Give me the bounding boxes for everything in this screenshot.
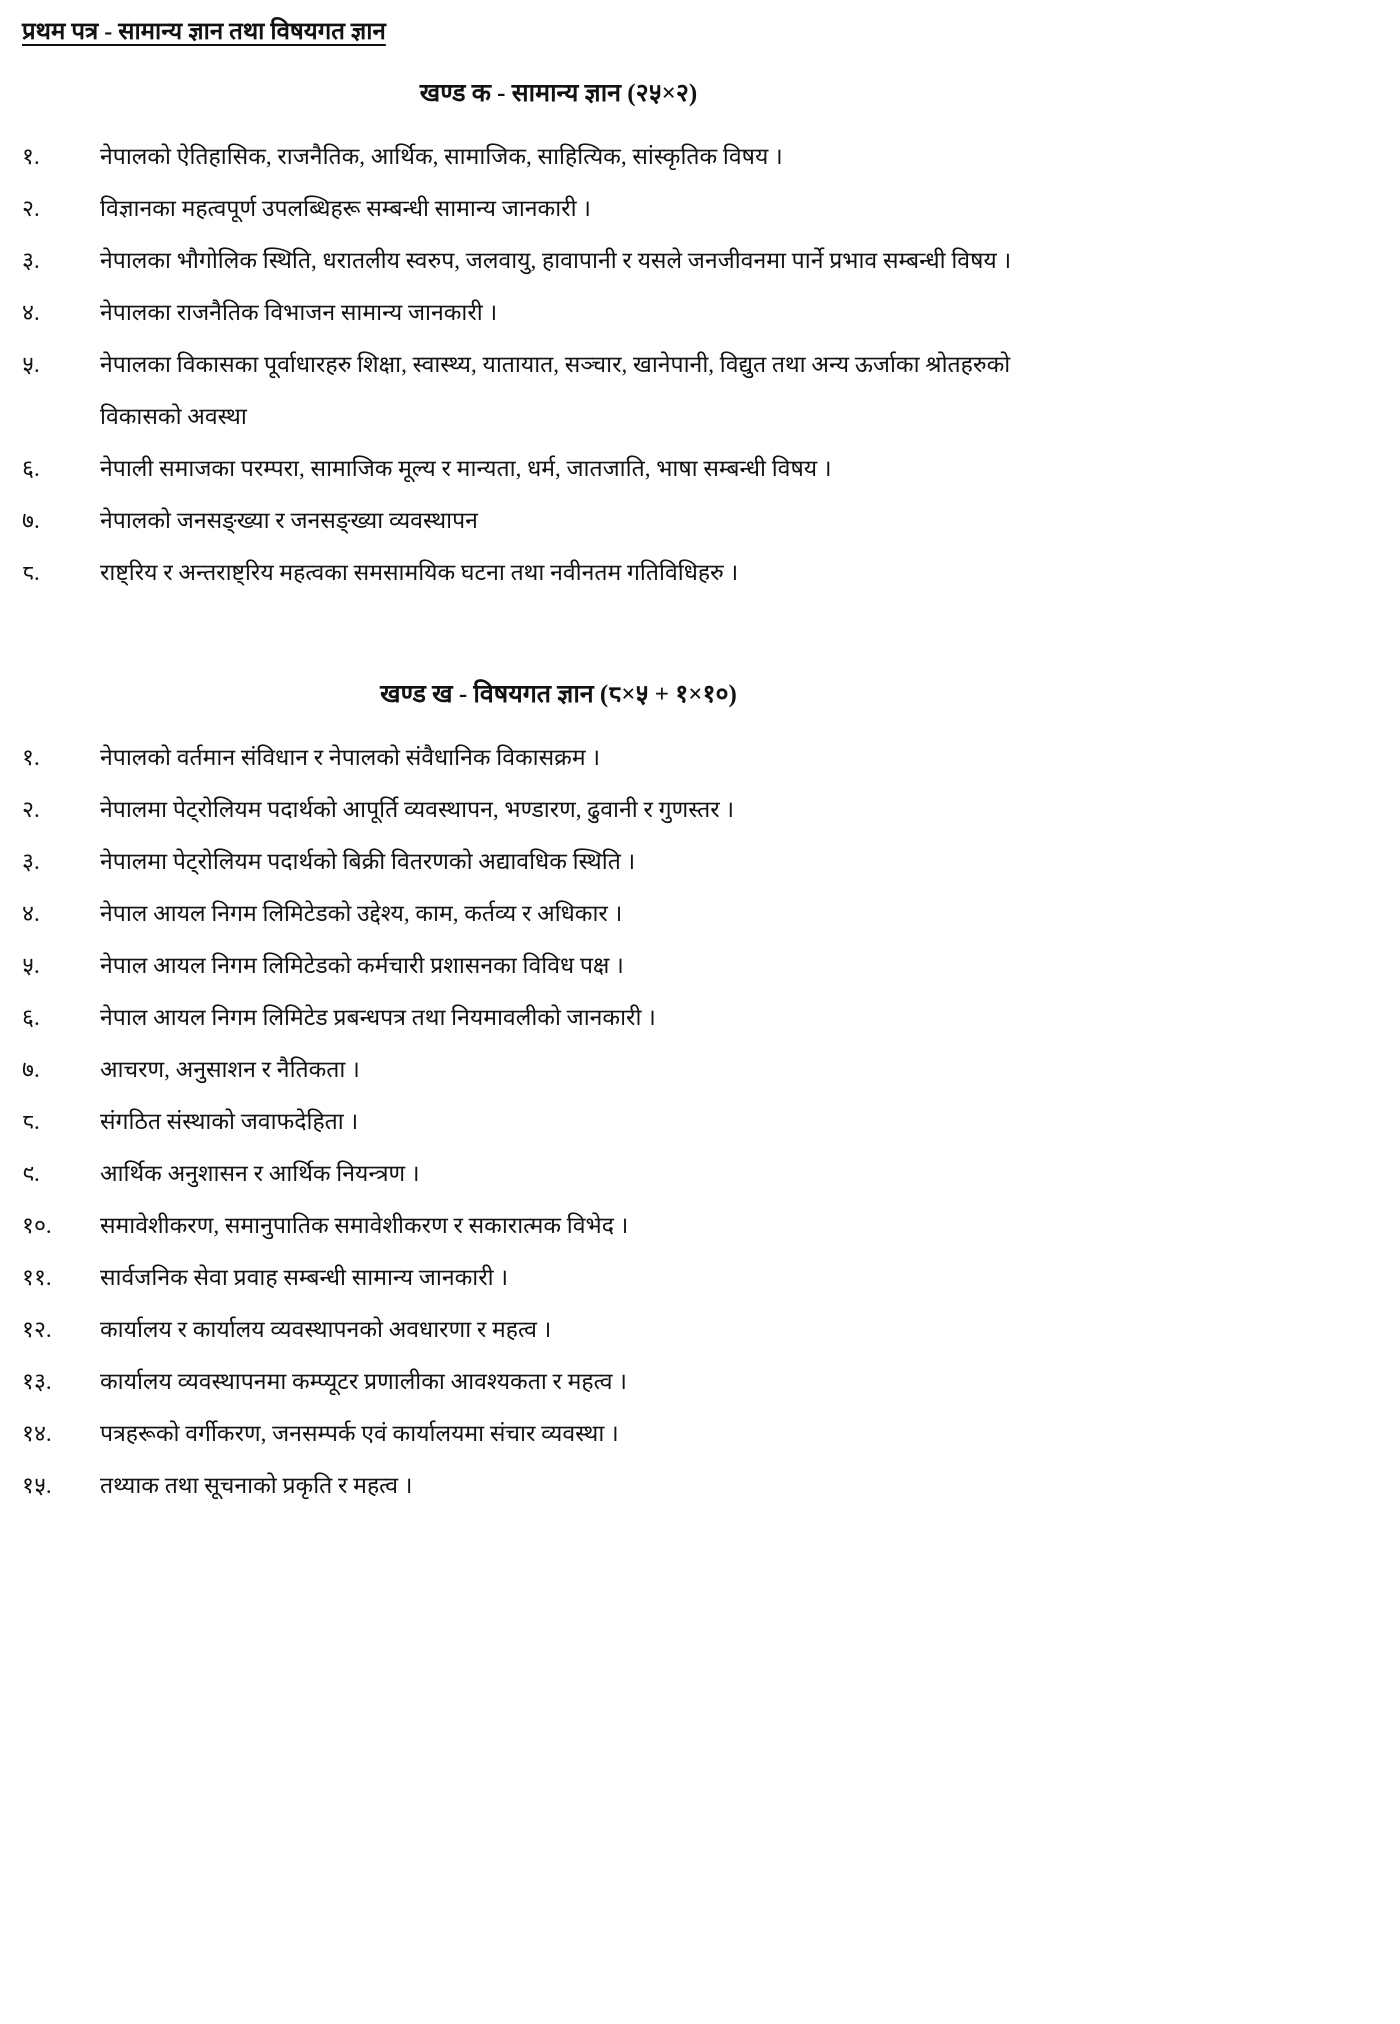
- list-item: [22, 547, 1095, 599]
- list-item: [22, 495, 1095, 547]
- item-text: विज्ञानका महत्वपूर्ण उपलब्धिहरू सम्बन्धी सामान्य जानकारी ।: [100, 195, 592, 221]
- item-number: १४.: [22, 1420, 52, 1446]
- section-heading: खण्ड ख - विषयगत ज्ञान (८×५ + १×१०): [380, 680, 737, 708]
- item-text: समावेशीकरण, समानुपातिक समावेशीकरण र सकारात्मक विभेद ।: [100, 1212, 629, 1238]
- item-number: ४.: [22, 900, 40, 926]
- item-number: ३.: [22, 247, 40, 273]
- list-item: [22, 1148, 1095, 1200]
- item-text: नेपाल आयल निगम लिमिटेडको उद्देश्य, काम, कर्तव्य र अधिकार ।: [100, 900, 623, 926]
- section-heading: खण्ड क - सामान्य ज्ञान (२५×२): [419, 79, 698, 107]
- item-number: ७.: [22, 1056, 40, 1082]
- item-text: पत्रहरूको वर्गीकरण, जनसम्पर्क एवं कार्यालयमा संचार व्यवस्था ।: [100, 1420, 619, 1446]
- item-number: १५.: [22, 1472, 52, 1498]
- item-number: ७.: [22, 507, 40, 533]
- list-item: [22, 1408, 1095, 1460]
- item-number: १.: [22, 744, 40, 770]
- list-item: [22, 732, 1095, 784]
- list-item: [22, 1460, 1095, 1512]
- item-number: २.: [22, 796, 40, 822]
- item-number: ९.: [22, 1160, 40, 1186]
- item-text: संगठित संस्थाको जवाफदेहिता ।: [100, 1108, 359, 1134]
- list-item: [22, 339, 1095, 443]
- section: [22, 76, 1095, 599]
- item-text: आचरण, अनुसाशन र नैतिकता ।: [100, 1056, 360, 1082]
- list-item: [22, 235, 1095, 287]
- list-item: [22, 1356, 1095, 1408]
- item-number: ८.: [22, 1108, 40, 1134]
- list-item: [22, 940, 1095, 992]
- item-text: नेपालको वर्तमान संविधान र नेपालको संवैधानिक विकासक्रम ।: [100, 744, 601, 770]
- item-text: नेपाल आयल निगम लिमिटेडको कर्मचारी प्रशासनका विविध पक्ष ।: [100, 952, 624, 978]
- item-text: नेपालमा पेट्रोलियम पदार्थको बिक्री वितरणको अद्यावधिक स्थिति ।: [100, 848, 636, 874]
- item-number: ११.: [22, 1264, 52, 1290]
- item-text: नेपालको जनसङ्ख्या र जनसङ्ख्या व्यवस्थापन: [100, 507, 478, 533]
- item-number: १३.: [22, 1368, 52, 1394]
- item-text: आर्थिक अनुशासन र आर्थिक नियन्त्रण ।: [100, 1160, 420, 1186]
- list-item: [22, 836, 1095, 888]
- list-item: [22, 888, 1095, 940]
- section-list: [22, 732, 1095, 1512]
- item-number: ४.: [22, 299, 40, 325]
- list-item: [22, 443, 1095, 495]
- item-text: सार्वजनिक सेवा प्रवाह सम्बन्धी सामान्य जानकारी ।: [100, 1264, 509, 1290]
- list-item: [22, 1200, 1095, 1252]
- item-number: ६.: [22, 1004, 40, 1030]
- list-item: [22, 183, 1095, 235]
- item-text: नेपालको ऐतिहासिक, राजनैतिक, आर्थिक, सामाजिक, साहित्यिक, सांस्कृतिक विषय ।: [100, 143, 783, 169]
- item-text: नेपाली समाजका परम्परा, सामाजिक मूल्य र मान्यता, धर्म, जातजाति, भाषा सम्बन्धी विषय ।: [100, 455, 832, 481]
- section-list: [22, 131, 1095, 599]
- item-text: नेपालका विकासका पूर्वाधारहरु शिक्षा, स्वास्थ्य, यातायात, सञ्चार, खानेपानी, विद्युत तथा अन्य ऊर्जाका श्रोतहरुको विकासको अवस्था: [100, 351, 1011, 429]
- item-text: नेपालमा पेट्रोलियम पदार्थको आपूर्ति व्यवस्थापन, भण्डारण, ढुवानी र गुणस्तर ।: [100, 796, 735, 822]
- list-item: [22, 784, 1095, 836]
- item-number: ६.: [22, 455, 40, 481]
- list-item: [22, 1252, 1095, 1304]
- item-number: १.: [22, 143, 40, 169]
- sections-container: [22, 76, 1095, 1512]
- item-number: ३.: [22, 848, 40, 874]
- list-item: [22, 287, 1095, 339]
- section: [22, 677, 1095, 1512]
- item-text: नेपाल आयल निगम लिमिटेड प्रबन्धपत्र तथा नियमावलीको जानकारी ।: [100, 1004, 656, 1030]
- page-title: प्रथम पत्र - सामान्य ज्ञान तथा विषयगत ज्ञान: [22, 19, 386, 45]
- list-item: [22, 992, 1095, 1044]
- item-text: कार्यालय र कार्यालय व्यवस्थापनको अवधारणा र महत्व ।: [100, 1316, 552, 1342]
- item-number: ५.: [22, 351, 40, 377]
- item-number: १२.: [22, 1316, 52, 1342]
- list-item: [22, 1044, 1095, 1096]
- item-number: ५.: [22, 952, 40, 978]
- list-item: [22, 1304, 1095, 1356]
- item-text: तथ्याक तथा सूचनाको प्रकृति र महत्व ।: [100, 1472, 413, 1498]
- list-item: [22, 131, 1095, 183]
- item-text: नेपालका राजनैतिक विभाजन सामान्य जानकारी ।: [100, 299, 498, 325]
- item-text: राष्ट्रिय र अन्तराष्ट्रिय महत्वका समसामयिक घटना तथा नवीनतम गतिविधिहरु ।: [100, 559, 739, 585]
- item-number: ८.: [22, 559, 40, 585]
- item-text: कार्यालय व्यवस्थापनमा कम्प्यूटर प्रणालीका आवश्यकता र महत्व ।: [100, 1368, 627, 1394]
- list-item: [22, 1096, 1095, 1148]
- item-number: १०.: [22, 1212, 52, 1238]
- item-number: २.: [22, 195, 40, 221]
- item-text: नेपालका भौगोलिक स्थिति, धरातलीय स्वरुप, जलवायु, हावापानी र यसले जनजीवनमा पार्ने प्रभाव सम्बन्धी विषय ।: [100, 247, 1012, 273]
